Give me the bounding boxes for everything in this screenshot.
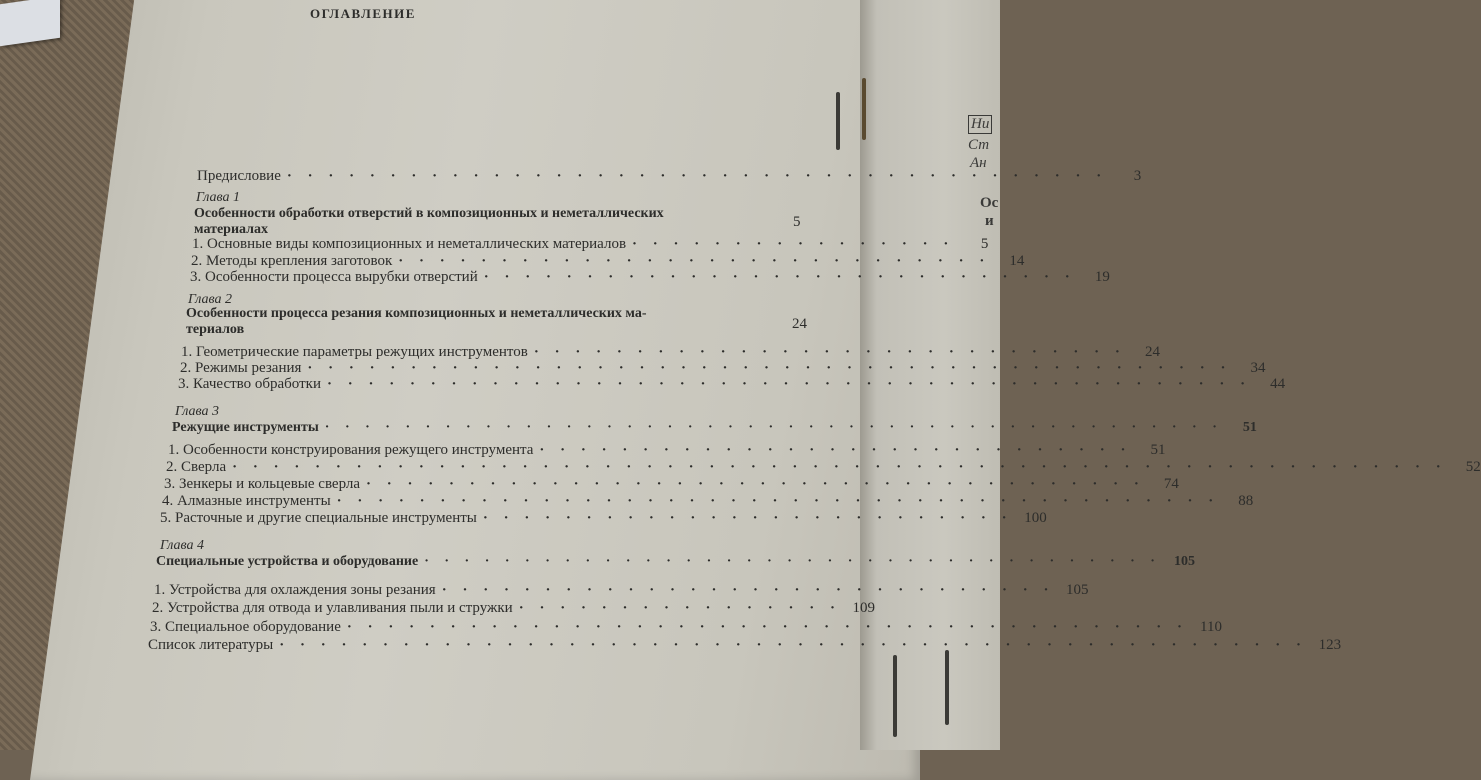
toc-page: 5 xyxy=(980,236,989,252)
toc-row-3-3 xyxy=(164,476,1179,493)
toc-row-2-2 xyxy=(180,360,1266,377)
toc-row-3-1 xyxy=(168,442,1166,459)
toc-page: 123 xyxy=(1318,637,1342,653)
right-page-text-2: Ст xyxy=(968,137,990,153)
toc-row-3-5 xyxy=(160,510,1047,527)
toc-row-2-3 xyxy=(178,376,1286,393)
toc-page: 110 xyxy=(1200,619,1222,635)
toc-row-4-1 xyxy=(154,582,1089,599)
toc-row-chapter-3-heading xyxy=(172,420,1257,436)
toc-label: 3. Качество обработки xyxy=(178,376,321,392)
toc-page: 44 xyxy=(1270,376,1286,392)
right-page-text-3: Ан xyxy=(970,155,987,171)
toc-label: 1. Устройства для охлаждения зоны резания xyxy=(154,582,436,598)
chapter-1-heading xyxy=(194,206,774,238)
leader-dots: · · · · · · · · · · · · · · · · · · · · · · · · · · · · · · · · · · · · · · · · · · · · · xyxy=(307,360,1232,376)
leader-dots: · · · · · · · · · · · · · · · · · · · · · · · · · · · · · · · · · · · · · xyxy=(424,554,1161,569)
toc-label: 1. Основные виды композиционных и неметаллических материалов xyxy=(192,236,627,252)
toc-page: 74 xyxy=(1163,476,1179,492)
chapter-1-label: Глава 1 xyxy=(196,190,240,205)
leader-dots: · · · · · · · · · · · · · · · · · · · · · · · · · · · · · · · · · · · · · · · · · xyxy=(346,619,1188,635)
right-page-text-5: и xyxy=(985,213,994,229)
chapter-4-label: Глава 4 xyxy=(160,538,204,553)
chapter-2-heading-line-1: Особенности процесса резания композиционных и неметаллических ма- xyxy=(186,306,647,321)
toc-label: 5. Расточные и другие специальные инструменты xyxy=(160,510,477,526)
leader-dots: · · · · · · · · · · · · · · · · · · · · · · · · · · · · · · · · · · · · · · · · · · · xyxy=(336,493,1220,509)
leader-dots: · · · · · · · · · · · · · · · · · · · · · · · · · · · · · · xyxy=(441,582,1055,598)
toc-page: 14 xyxy=(1009,253,1025,269)
leader-dots: · · · · · · · · · · · · · · · · · · · · · · · · · · · · · · · · · · · · · · · · xyxy=(286,168,1108,184)
toc-page: 19 xyxy=(1094,269,1110,285)
toc-page: 3 xyxy=(1133,168,1142,184)
leader-dots: · · · · · · · · · · · · · · · · · · · · · · · · · · · · · xyxy=(533,344,1126,360)
leader-dots: · · · · · · · · · · · · · · · · · · · · · · · · · · xyxy=(482,510,1013,526)
leader-dots: · · · · · · · · · · · · · · · · · · · · · · · · · · · · · · · · · · · · · · · · · · · · · xyxy=(326,376,1252,392)
chapter-4-heading: Специальные устройства и оборудование xyxy=(156,554,419,569)
toc-row-3-4 xyxy=(162,493,1254,510)
toc-row-1-1 xyxy=(192,236,989,253)
toc-row-literature xyxy=(148,637,1342,654)
right-page-text-4: Ос xyxy=(980,195,999,211)
leader-dots: · · · · · · · · · · · · · · · · xyxy=(518,600,841,616)
toc-row-4-2 xyxy=(152,600,875,617)
chapter-4-page: 105 xyxy=(1173,554,1195,569)
toc-label: 1. Особенности конструирования режущего инструмента xyxy=(168,442,534,458)
chapter-1-page: 5 xyxy=(793,214,801,230)
toc-label: 4. Алмазные инструменты xyxy=(162,493,331,509)
toc-row-3-2 xyxy=(166,459,1481,476)
toc-label: Предисловие xyxy=(197,168,281,184)
toc-row-preface xyxy=(197,168,1142,185)
toc-page: 88 xyxy=(1238,493,1254,509)
leader-dots: · · · · · · · · · · · · · · · · · · · · · · · · · · · · · · · · · · · · · · · · · · · · · · · · · · · · · · · · · · · xyxy=(232,459,1447,475)
chapter-2-label: Глава 2 xyxy=(188,292,232,307)
chapter-1-heading-line-2: материалах xyxy=(194,222,268,237)
toc-row-1-2 xyxy=(191,253,1025,270)
leader-dots: · · · · · · · · · · · · · · · · · · · · · · · · · · · · · · · · · · · · · · · · · · · · · xyxy=(324,420,1223,435)
toc-row-chapter-4-heading xyxy=(156,554,1195,570)
chapter-3-label: Глава 3 xyxy=(175,404,219,419)
leader-dots: · · · · · · · · · · · · · · · · · · · · · · · · · · · · · xyxy=(398,253,991,269)
toc-label: 3. Зенкеры и кольцевые сверла xyxy=(164,476,361,492)
toc-page: 24 xyxy=(1144,344,1160,360)
toc-label: 2. Устройства для отвода и улавливания пыли и стружки xyxy=(152,600,513,616)
toc-label: 2. Сверла xyxy=(166,459,227,475)
toc-page: 105 xyxy=(1066,582,1089,598)
toc-page: 100 xyxy=(1024,510,1047,526)
leader-dots: · · · · · · · · · · · · · · · · · · · · · · · · · · · · · · · · · · · · · · · · · · · · · · · · · · xyxy=(279,637,1308,653)
toc-title: ОГЛАВЛЕНИЕ xyxy=(310,6,416,21)
toc-label: 2. Режимы резания xyxy=(180,360,302,376)
chapter-2-heading xyxy=(186,306,776,338)
chapter-3-heading: Режущие инструменты xyxy=(172,420,319,435)
leader-dots: · · · · · · · · · · · · · · · · · · · · · · · · · · · · · xyxy=(539,442,1132,458)
right-page-text-1: Ни xyxy=(968,115,992,134)
leader-dots: · · · · · · · · · · · · · · · · · · · · · · · · · · · · · xyxy=(483,269,1076,285)
leader-dots: · · · · · · · · · · · · · · · · · · · · · · · · · · · · · · · · · · · · · · xyxy=(366,476,1145,492)
toc-label: 1. Геометрические параметры режущих инструментов xyxy=(181,344,528,360)
toc-page: 51 xyxy=(1150,442,1166,458)
toc-label: 3. Специальное оборудование xyxy=(150,619,341,635)
toc-row-2-1 xyxy=(181,344,1160,361)
toc-label: Список литературы xyxy=(148,637,274,653)
toc-page: 52 xyxy=(1465,459,1481,475)
toc-page: 109 xyxy=(852,600,875,616)
toc-label: 3. Особенности процесса вырубки отверстий xyxy=(190,269,478,285)
chapter-1-heading-line-1: Особенности обработки отверстий в композиционных и неметаллических xyxy=(194,206,664,221)
toc-page: 34 xyxy=(1250,360,1266,376)
toc-row-1-3 xyxy=(190,269,1110,286)
toc-row-4-3 xyxy=(150,619,1222,636)
chapter-2-page: 24 xyxy=(792,316,807,332)
chapter-2-heading-line-2: териалов xyxy=(186,322,245,337)
leader-dots: · · · · · · · · · · · · · · · · xyxy=(632,236,955,252)
chapter-3-page: 51 xyxy=(1242,420,1257,435)
toc-label: 2. Методы крепления заготовок xyxy=(191,253,393,269)
